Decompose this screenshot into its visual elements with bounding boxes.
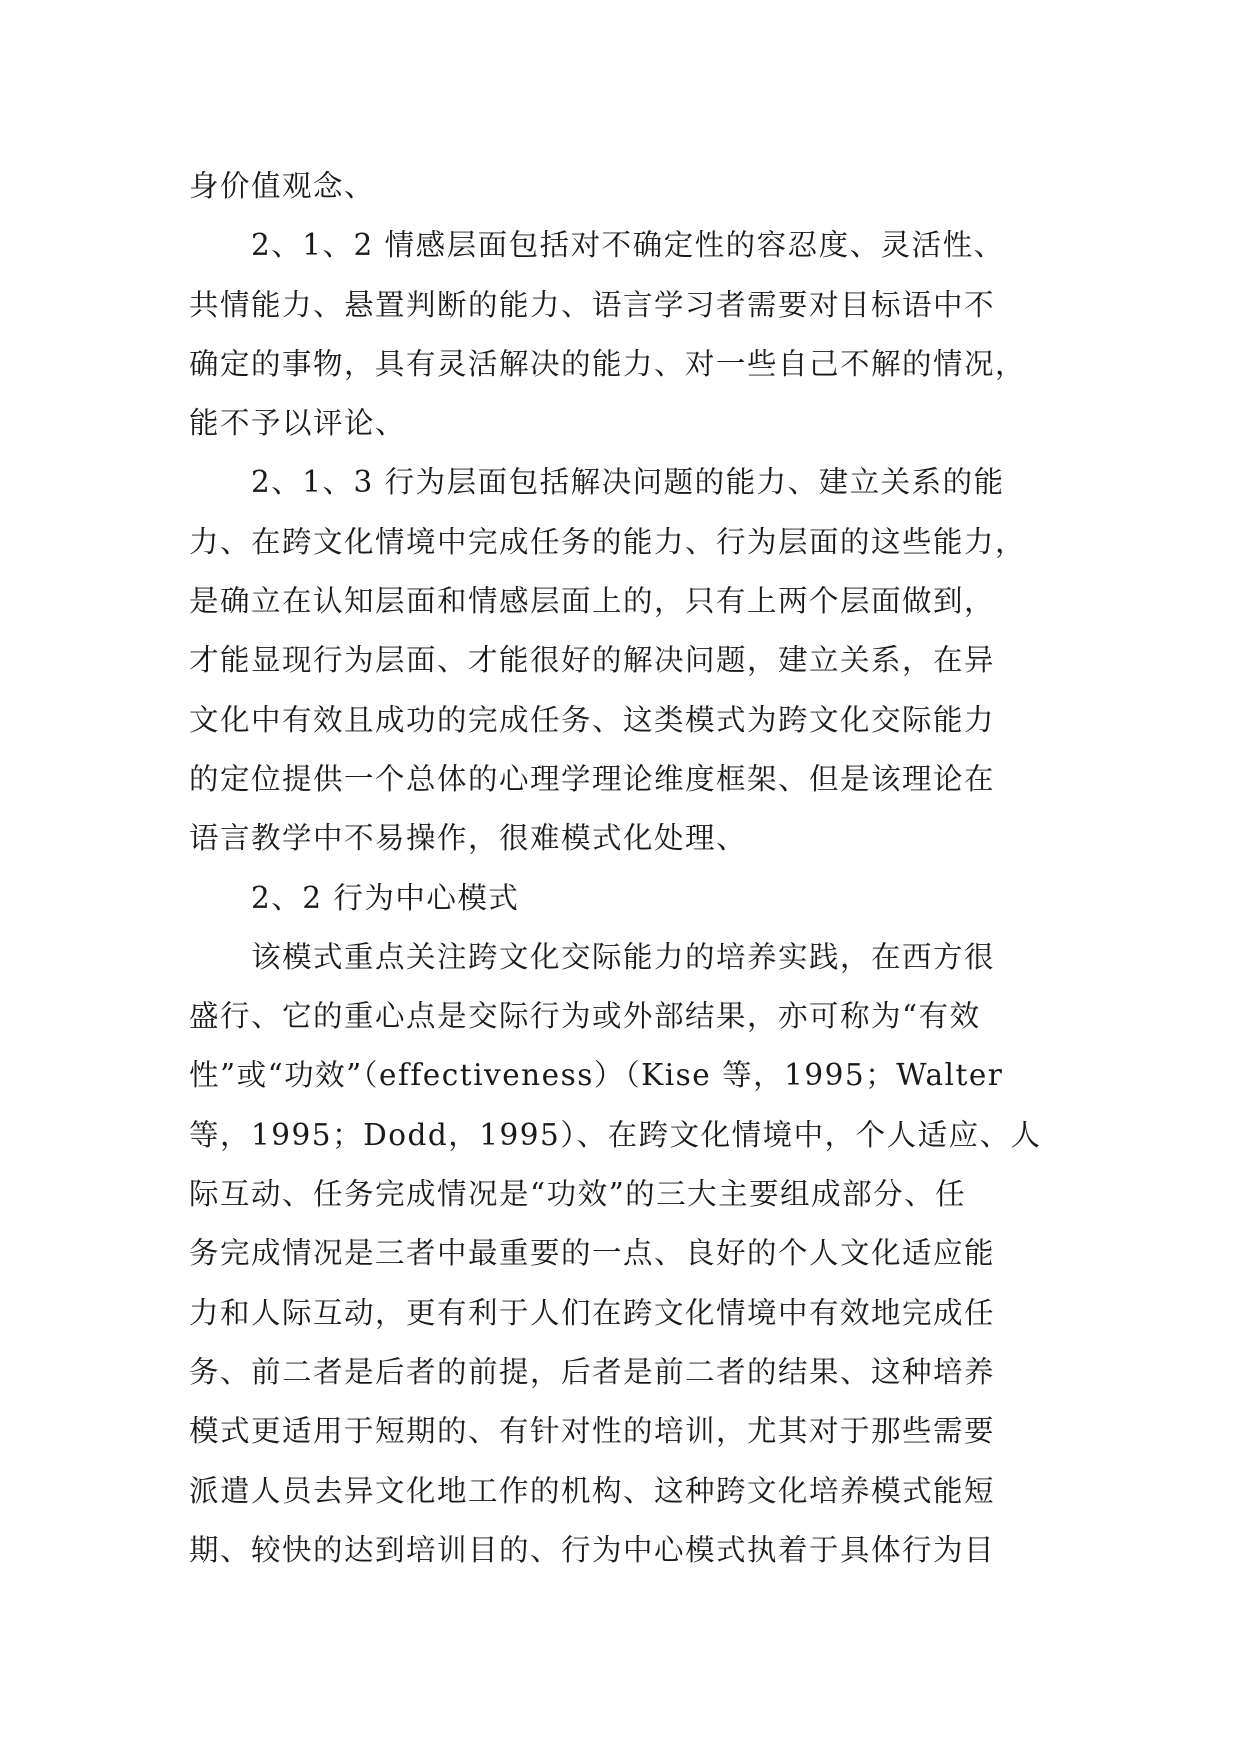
text-line: 期、较快的达到培训目的、行为中心模式执着于具体行为目 xyxy=(189,1532,996,1567)
text-line: 2、1、2 情感层面包括对不确定性的容忍度、灵活性、 xyxy=(251,228,1005,263)
text-line: 务完成情况是三者中最重要的一点、良好的个人文化适应能 xyxy=(189,1236,996,1271)
text-line: 务、前二者是后者的前提，后者是前二者的结果、这种培养 xyxy=(189,1354,996,1389)
text-line: 身价值观念、 xyxy=(189,169,376,203)
text-line: 该模式重点关注跨文化交际能力的培养实践，在西方很 xyxy=(251,939,996,974)
text-line: 模式更适用于短期的、有针对性的培训，尤其对于那些需要 xyxy=(189,1414,996,1449)
text-line: 语言教学中不易操作，很难模式化处理、 xyxy=(189,821,748,856)
text-line: 力和人际互动，更有利于人们在跨文化情境中有效地完成任 xyxy=(189,1295,996,1330)
text-line: 能不予以评论、 xyxy=(189,406,407,441)
text-line: 盛行、它的重心点是交际行为或外部结果，亦可称为“有效 xyxy=(189,999,981,1034)
text-line: 是确立在认知层面和情感层面上的，只有上两个层面做到， xyxy=(189,584,996,619)
body-text xyxy=(189,157,1069,1580)
text-line: 派遣人员去异文化地工作的机构、这种跨文化培养模式能短 xyxy=(189,1473,996,1508)
text-line: 才能显现行为层面、才能很好的解决问题，建立关系，在异 xyxy=(189,643,996,678)
text-line: 力、在跨文化情境中完成任务的能力、行为层面的这些能力， xyxy=(189,524,1027,559)
text-line: 的定位提供一个总体的心理学理论维度框架、但是该理论在 xyxy=(189,761,996,796)
text-line: 际互动、任务完成情况是“功效”的三大主要组成部分、任 xyxy=(189,1177,967,1212)
text-line: 2、2 行为中心模式 xyxy=(251,880,520,915)
text-line: 2、1、3 行为层面包括解决问题的能力、建立关系的能 xyxy=(251,465,1005,500)
text-line: 性”或“功效”（effectiveness）（Kise 等，1995；Walter xyxy=(189,1058,1004,1093)
text-line: 共情能力、悬置判断的能力、语言学习者需要对目标语中不 xyxy=(189,287,996,322)
text-line: 等，1995；Dodd，1995）、在跨文化情境中，个人适应、人 xyxy=(189,1117,1042,1152)
text-line: 文化中有效且成功的完成任务、这类模式为跨文化交际能力 xyxy=(189,702,996,737)
text-line: 确定的事物，具有灵活解决的能力、对一些自己不解的情况， xyxy=(189,346,1027,381)
